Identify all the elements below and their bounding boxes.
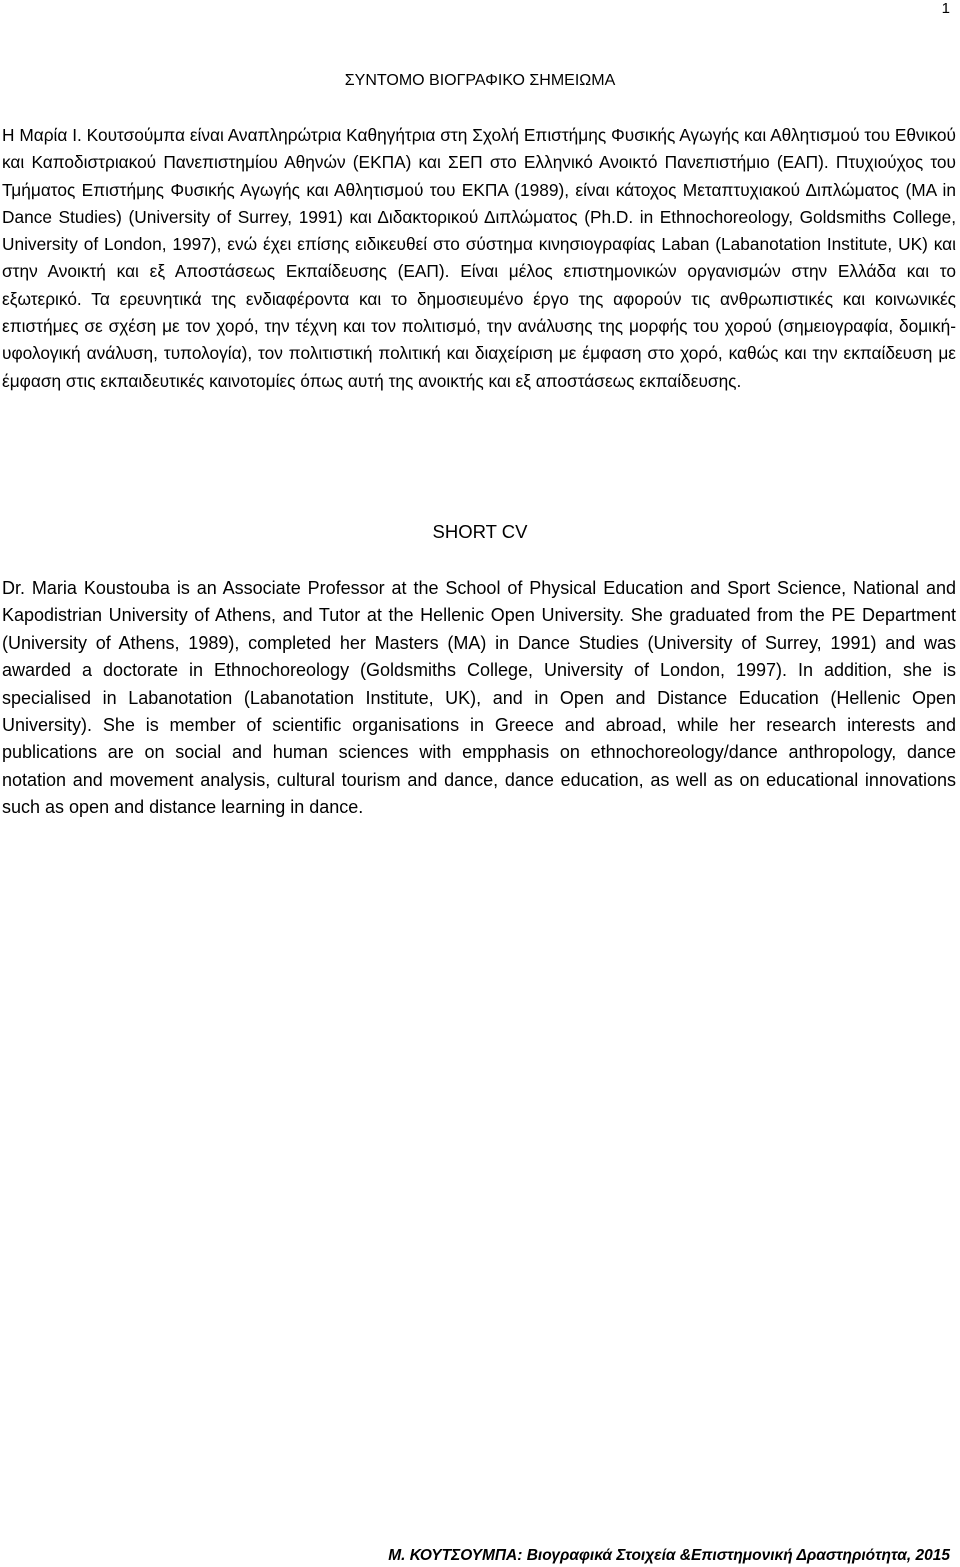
greek-section-title: ΣΥΝΤΟΜΟ ΒΙΟΓΡΑΦΙΚΟ ΣΗΜΕΙΩΜΑ: [344, 72, 616, 89]
english-section-title: SHORT CV: [432, 521, 528, 542]
greek-biography-paragraph: Η Μαρία Ι. Κουτσούμπα είναι Αναπληρώτρια Καθηγήτρια στη Σχολή Επιστήμης Φυσικής Αγωγής και Αθλητισμού του Εθνικού και Καποδιστριακού Πανεπιστημίου Αθηνών (ΕΚΠΑ) και ΣΕΠ στο Ελληνικό Ανοικτό Πανεπιστήμιο (ΕΑΠ). Πτυχιούχος του Τμήματος Επιστήμης Φυσικής Αγωγής και Αθλητισμού του ΕΚΠΑ (1989), είναι κάτοχος Μεταπτυχιακού Διπλώματος (MA in Dance Studies) (University of Surrey, 1991) και Διδακτορικού Διπλώματος (Ph.D. in Ethnochoreology, Goldsmiths College, University of London, 1997), ενώ έχει επίσης ειδικευθεί στο σύστημα κινησιογραφίας Laban (Labanotation Institute, UK) και στην Ανοικτή και εξ Αποστάσεως Εκπαίδευσης (ΕΑΠ). Είναι μέλος επιστημονικών οργανισμών στην Ελλάδα και το εξωτερικό. Τα ερευνητικά της ενδιαφέροντα και το δημοσιευμένο έργο της αφορούν τις ανθρωπιστικές και κοινωνικές επιστήμες σε σχέση με τον χορό, την τέχνη και τον πολιτισμό, την ανάλυσης της μορφής του χορού (σημειογραφία, δομική-υφολογική ανάλυση, τυπολογία), τον πολιτιστική πολιτική και διαχείριση με έμφαση στο χορό, καθώς και την εκπαίδευση με έμφαση στις εκπαιδευτικές καινοτομίες όπως αυτή της ανοικτής και εξ αποστάσεως εκπαίδευσης.: [2, 125, 956, 391]
footer-text: Μ. ΚΟΥΤΣΟΥΜΠΑ: Βιογραφικά Στοιχεία &Επιστημονική Δραστηριότητα, 2015: [388, 1547, 950, 1564]
english-biography-paragraph: Dr. Maria Koustouba is an Associate Professor at the School of Physical Education and Sport Science, National and Kapodistrian University of Athens, and Tutor at the Hellenic Open University. She graduated from the PE Department (University of Athens, 1989), completed her Masters (MA) in Dance Studies (University of Surrey, 1991) and was awarded a doctorate in Ethnochoreology (Goldsmiths College, University of London, 1997). In addition, she is specialised in Labanotation (Labanotation Institute, UK), and in Open and Distance Education (Hellenic Open University). She is member of scientific organisations in Greece and abroad, while her research interests and publications are on social and human sciences with empphasis on ethnochoreology/dance anthropology, dance notation and movement analysis, cultural tourism and dance, dance education, as well as on educational innovations such as open and distance learning in dance.: [2, 578, 956, 818]
page-number: 1: [941, 0, 950, 17]
